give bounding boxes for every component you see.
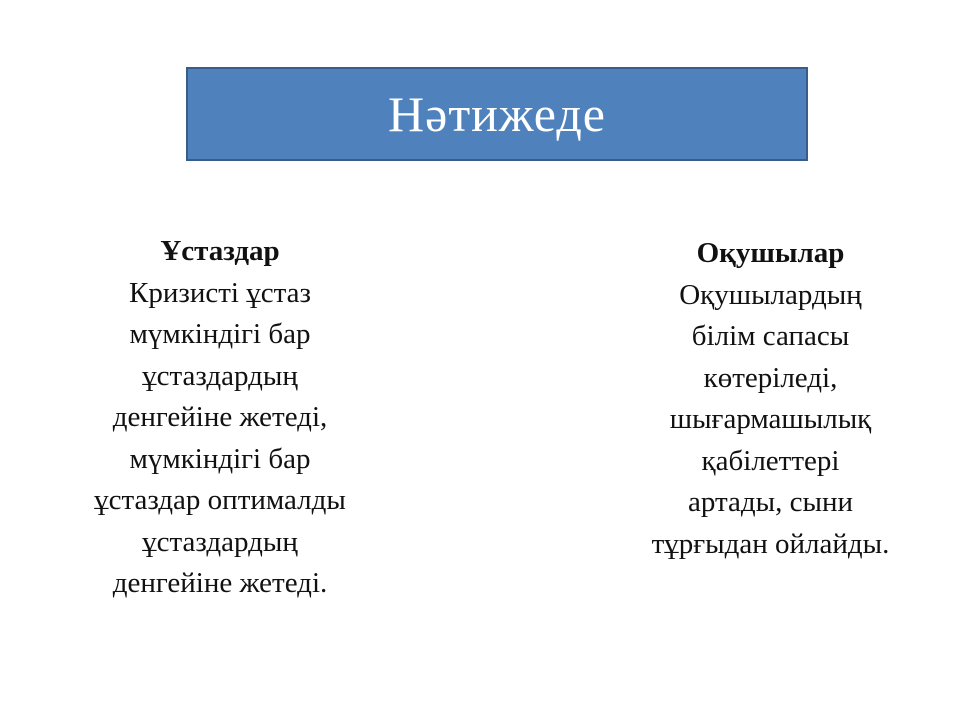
students-line: шығармашылық [669,403,872,435]
students-line: қабілеттері [701,444,840,477]
teachers-line: мүмкіндігі бар [129,318,311,350]
students-heading: Оқушылар [696,237,845,269]
students-line: артады, сыни [687,486,854,518]
teachers-line: ұстаздардың [142,359,298,392]
teachers-line: мүмкіндігі бар [129,442,311,475]
students-line: Оқушылардың [679,278,862,311]
teachers-line: денгейіне жетеді. [112,567,328,599]
teachers-line: ұстаздардың [142,525,298,558]
teachers-line: Кризисті ұстаз [129,276,311,309]
students-line: тұрғыдан ойлайды. [651,527,890,560]
students-column [598,233,943,565]
slide-title: Нәтижеде [388,86,606,142]
students-line: көтеріледі, [703,361,838,394]
teachers-heading: Ұстаздар [160,235,280,267]
teachers-line: ұстаздар оптималды [94,484,346,516]
teachers-column [45,231,395,605]
teachers-line: денгейіне жетеді, [112,401,328,433]
students-line: білім сапасы [691,320,850,352]
slide-title-box [186,67,808,161]
